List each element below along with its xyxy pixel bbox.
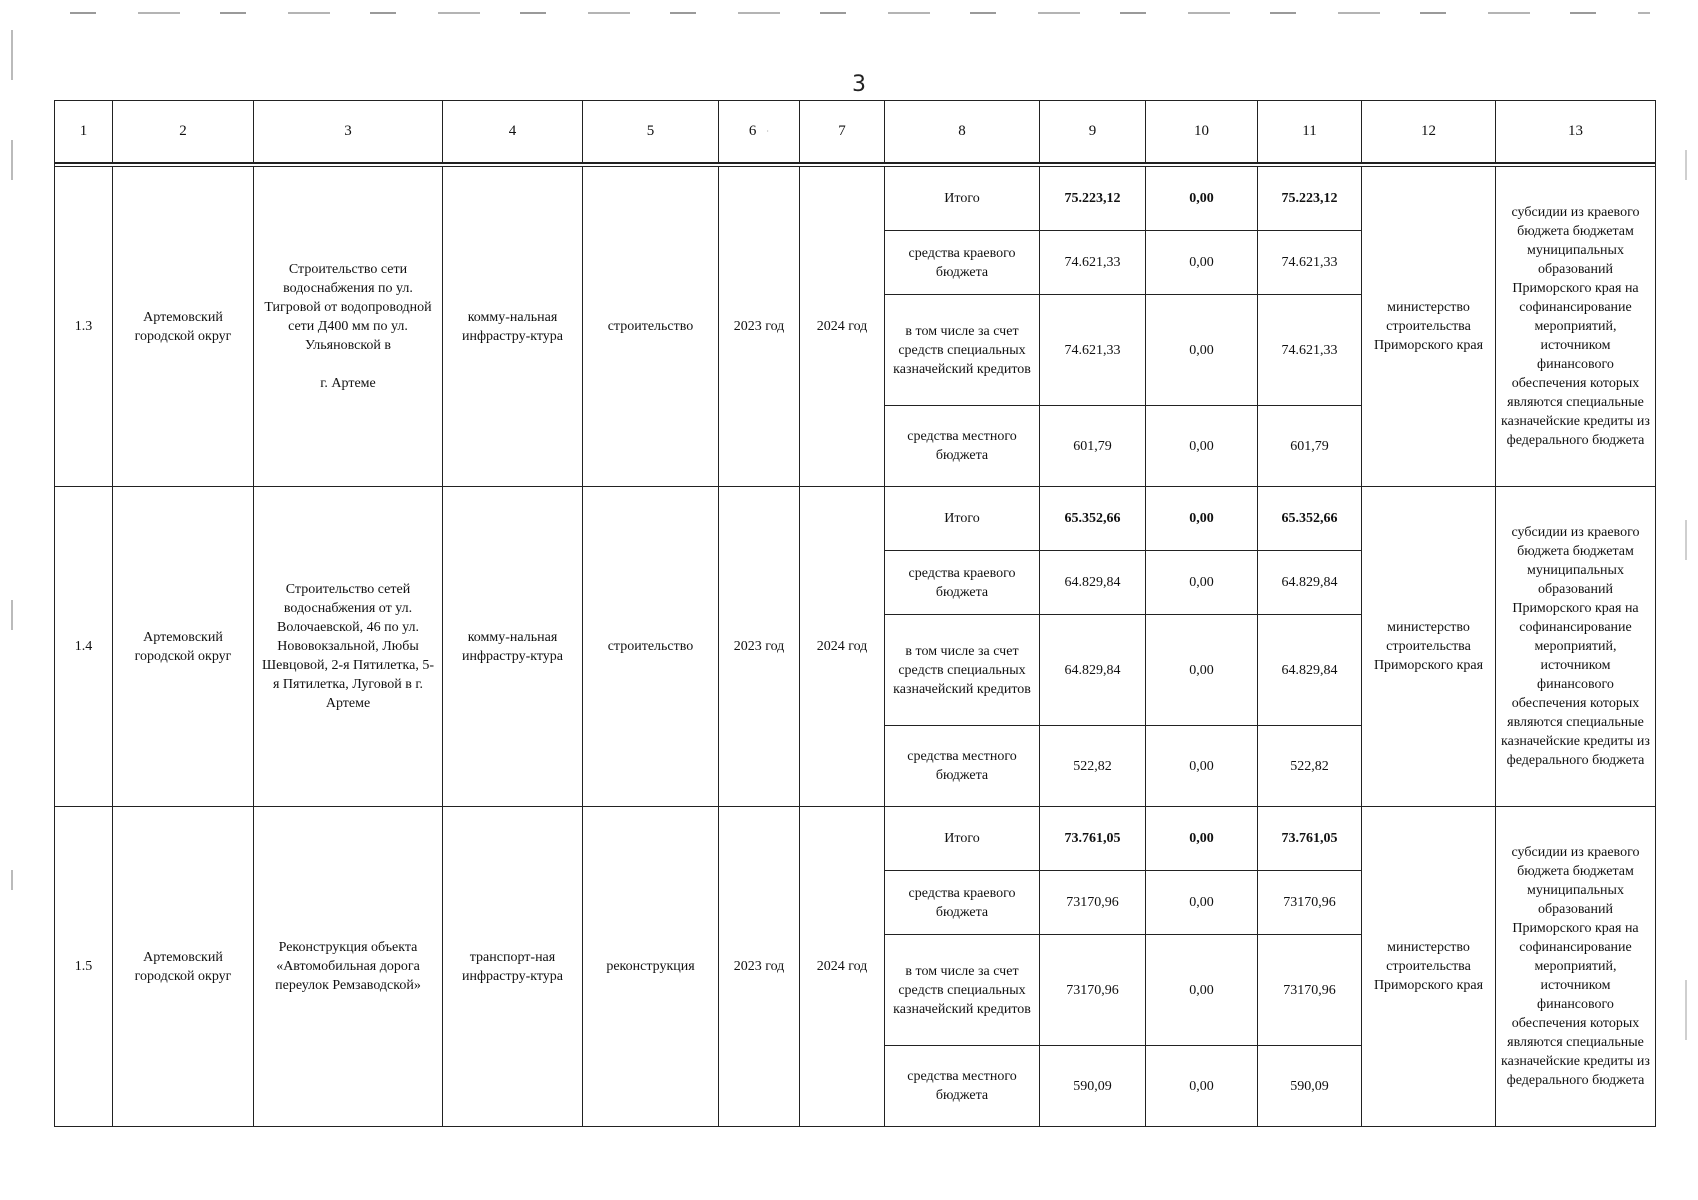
row-number-cell: 1.5 [55, 807, 113, 1127]
row-number-cell: 1.4 [55, 487, 113, 807]
amount-col11-cell: 522,82 [1258, 726, 1362, 807]
municipality-cell: Артемовский городской округ [113, 807, 254, 1127]
header-cell [719, 101, 800, 164]
header-row [55, 101, 1656, 164]
municipality-cell: Артемовский городской округ [113, 487, 254, 807]
work-type-cell: строительство [583, 167, 719, 487]
amount-col11-cell: 74.621,33 [1258, 295, 1362, 406]
funding-source-cell: средства местного бюджета [885, 1046, 1040, 1127]
funding-source-cell: средства краевого бюджета [885, 231, 1040, 295]
amount-col11-cell: 73.761,05 [1258, 807, 1362, 871]
table-row [55, 807, 1656, 871]
funding-source-cell: Итого [885, 167, 1040, 231]
funding-source-cell: Итого [885, 487, 1040, 551]
header-cell: 8 [885, 101, 1040, 164]
object-cell: Строительство сетей водоснабжения от ул. Волочаевской, 46 по ул. Нововокзальной, Любы Шевцовой, 2-я Пятилетка, 5-я Пятилетка, Луговой в г. Артеме [254, 487, 443, 807]
responsible-cell: министерство строительства Приморского края [1362, 167, 1496, 487]
header-cell: 10 [1146, 101, 1258, 164]
scan-right-margin-mark [1685, 150, 1687, 180]
amount-total-cell: 64.829,84 [1040, 615, 1146, 726]
amount-col10-cell: 0,00 [1146, 295, 1258, 406]
funding-source-cell: Итого [885, 807, 1040, 871]
header-cell: 7 [800, 101, 885, 164]
header-cell: 13 [1496, 101, 1656, 164]
end-year-cell: 2024 год [800, 167, 885, 487]
amount-col10-cell: 0,00 [1146, 167, 1258, 231]
amount-col10-cell: 0,00 [1146, 871, 1258, 935]
amount-col10-cell: 0,00 [1146, 231, 1258, 295]
scan-left-margin-mark [11, 140, 13, 180]
amount-col10-cell: 0,00 [1146, 406, 1258, 487]
amount-total-cell: 73170,96 [1040, 935, 1146, 1046]
amount-total-cell: 64.829,84 [1040, 551, 1146, 615]
amount-col11-cell: 64.829,84 [1258, 615, 1362, 726]
responsible-cell: министерство строительства Приморского края [1362, 807, 1496, 1127]
amount-col10-cell: 0,00 [1146, 615, 1258, 726]
amount-col10-cell: 0,00 [1146, 1046, 1258, 1127]
amount-col11-cell: 65.352,66 [1258, 487, 1362, 551]
sphere-cell: комму-нальная инфрастру-ктура [443, 167, 583, 487]
amount-total-cell: 601,79 [1040, 406, 1146, 487]
amount-total-cell: 75.223,12 [1040, 167, 1146, 231]
funding-source-cell: в том числе за счет средств специальных казначейский кредитов [885, 615, 1040, 726]
scan-right-margin-mark [1685, 520, 1687, 560]
amount-total-cell: 590,09 [1040, 1046, 1146, 1127]
funding-source-cell: в том числе за счет средств специальных казначейский кредитов [885, 295, 1040, 406]
amount-total-cell: 73.761,05 [1040, 807, 1146, 871]
amount-total-cell: 73170,96 [1040, 871, 1146, 935]
header-cell-label: 6 [748, 122, 757, 139]
amount-col11-cell: 73170,96 [1258, 871, 1362, 935]
start-year-cell: 2023 год [719, 487, 800, 807]
responsible-cell: министерство строительства Приморского края [1362, 487, 1496, 807]
scan-left-margin-mark [11, 600, 13, 630]
amount-col10-cell: 0,00 [1146, 726, 1258, 807]
amount-total-cell: 74.621,33 [1040, 295, 1146, 406]
scan-left-margin-mark [11, 870, 13, 890]
amount-total-cell: 522,82 [1040, 726, 1146, 807]
end-year-cell: 2024 год [800, 807, 885, 1127]
header-cell: 9 [1040, 101, 1146, 164]
header-cell: 11 [1258, 101, 1362, 164]
funding-source-cell: средства краевого бюджета [885, 551, 1040, 615]
funding-note-cell: субсидии из краевого бюджета бюджетам муниципальных образований Приморского края на софинансирование мероприятий, источником финансового обеспечения которых являются специальные казначейские кредиты из федерального бюджета [1496, 807, 1656, 1127]
funding-note-cell: субсидии из краевого бюджета бюджетам муниципальных образований Приморского края на софинансирование мероприятий, источником финансового обеспечения которых являются специальные казначейские кредиты из федерального бюджета [1496, 167, 1656, 487]
scan-speck: · [766, 127, 770, 137]
work-type-cell: реконструкция [583, 807, 719, 1127]
end-year-cell: 2024 год [800, 487, 885, 807]
amount-col10-cell: 0,00 [1146, 551, 1258, 615]
header-cell: 1 [55, 101, 113, 164]
header-cell: 4 [443, 101, 583, 164]
amount-col10-cell: 0,00 [1146, 935, 1258, 1046]
header-cell: 5 [583, 101, 719, 164]
scan-top-artifact [70, 12, 1650, 14]
header-cell: 12 [1362, 101, 1496, 164]
page-number: 3 [852, 72, 866, 97]
funding-source-cell: средства краевого бюджета [885, 871, 1040, 935]
funding-source-cell: средства местного бюджета [885, 406, 1040, 487]
amount-total-cell: 65.352,66 [1040, 487, 1146, 551]
scan-right-margin-mark [1685, 980, 1687, 1040]
amount-col10-cell: 0,00 [1146, 807, 1258, 871]
header-cell: 2 [113, 101, 254, 164]
table-row [55, 487, 1656, 551]
object-cell: Реконструкция объекта «Автомобильная дорога переулок Ремзаводской» [254, 807, 443, 1127]
amount-total-cell: 74.621,33 [1040, 231, 1146, 295]
budget-table [54, 100, 1656, 1127]
row-number-cell: 1.3 [55, 167, 113, 487]
start-year-cell: 2023 год [719, 167, 800, 487]
municipality-cell: Артемовский городской округ [113, 167, 254, 487]
sphere-cell: комму-нальная инфрастру-ктура [443, 487, 583, 807]
object-cell: Строительство сети водоснабжения по ул. Тигровой от водопроводной сети Д400 мм по ул. Ульяновской в г. Артеме [254, 167, 443, 487]
amount-col11-cell: 75.223,12 [1258, 167, 1362, 231]
amount-col11-cell: 73170,96 [1258, 935, 1362, 1046]
header-cell: 3 [254, 101, 443, 164]
amount-col11-cell: 64.829,84 [1258, 551, 1362, 615]
amount-col11-cell: 601,79 [1258, 406, 1362, 487]
amount-col11-cell: 590,09 [1258, 1046, 1362, 1127]
funding-source-cell: средства местного бюджета [885, 726, 1040, 807]
table-body [55, 101, 1656, 1127]
work-type-cell: строительство [583, 487, 719, 807]
amount-col10-cell: 0,00 [1146, 487, 1258, 551]
funding-note-cell: субсидии из краевого бюджета бюджетам муниципальных образований Приморского края на софинансирование мероприятий, источником финансового обеспечения которых являются специальные казначейские кредиты из федерального бюджета [1496, 487, 1656, 807]
amount-col11-cell: 74.621,33 [1258, 231, 1362, 295]
start-year-cell: 2023 год [719, 807, 800, 1127]
sphere-cell: транспорт-ная инфрастру-ктура [443, 807, 583, 1127]
table-row [55, 167, 1656, 231]
funding-source-cell: в том числе за счет средств специальных казначейский кредитов [885, 935, 1040, 1046]
